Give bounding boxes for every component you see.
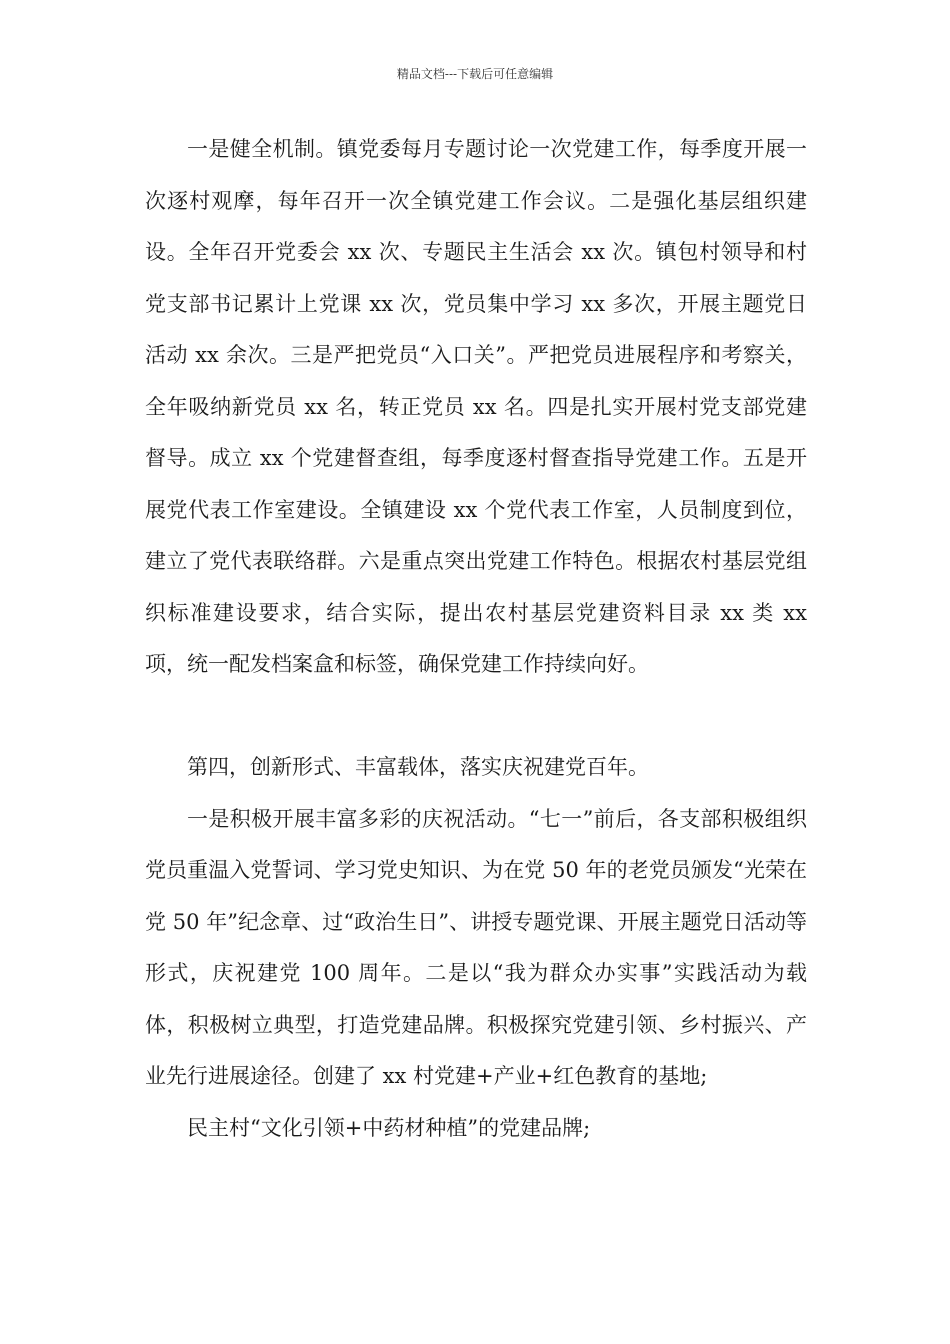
section-heading-fourth: 第四，创新形式、丰富载体，落实庆祝建党百年。 xyxy=(187,755,649,779)
paragraph-celebration: 一是积极开展丰富多彩的庆祝活动。“七一”前后，各支部积极组织党员重温入党誓词、学习党史知识、为在党 50 年的老党员颁发“光荣在党 50 年”纪念章、过“政治生日”、讲授专题党课、开展主题党日活动等形式，庆祝建党 100 周年。二是以“我为群众办实事”实践活动为载体，积极树立典型，打造党建品牌。积极探究党建引领、乡村振兴、产业先行进展途径。创建了 xx 村党建+产业+红色教育的基地; xyxy=(145,806,807,1088)
document-body xyxy=(145,124,807,1154)
paragraph-gap xyxy=(145,691,807,743)
page-header: 精品文档---下载后可任意编辑 xyxy=(396,67,554,81)
paragraph-mechanism: 一是健全机制。镇党委每月专题讨论一次党建工作，每季度开展一次逐村观摩，每年召开一次全镇党建工作会议。二是强化基层组织建设。全年召开党委会 xx 次、专题民主生活会 xx 次。镇包村领导和村党支部书记累计上党课 xx 次，党员集中学习 xx 多次，开展主题党日活动 xx 余次。三是严把党员“入口关”。严把党员进展程序和考察关，全年吸纳新党员 xx 名，转正党员 xx 名。四是扎实开展村党支部党建督导。成立 xx 个党建督查组，每季度逐村督查指导党建工作。五是开展党代表工作室建设。全镇建设 xx 个党代表工作室，人员制度到位，建立了党代表联络群。六是重点突出党建工作特色。根据农村基层党组织标准建设要求，结合实际，提出农村基层党建资料目录 xx 类 xx 项，统一配发档案盒和标签，确保党建工作持续向好。 xyxy=(145,137,807,676)
paragraph-brand: 民主村“文化引领+中药材种植”的党建品牌; xyxy=(187,1115,591,1140)
